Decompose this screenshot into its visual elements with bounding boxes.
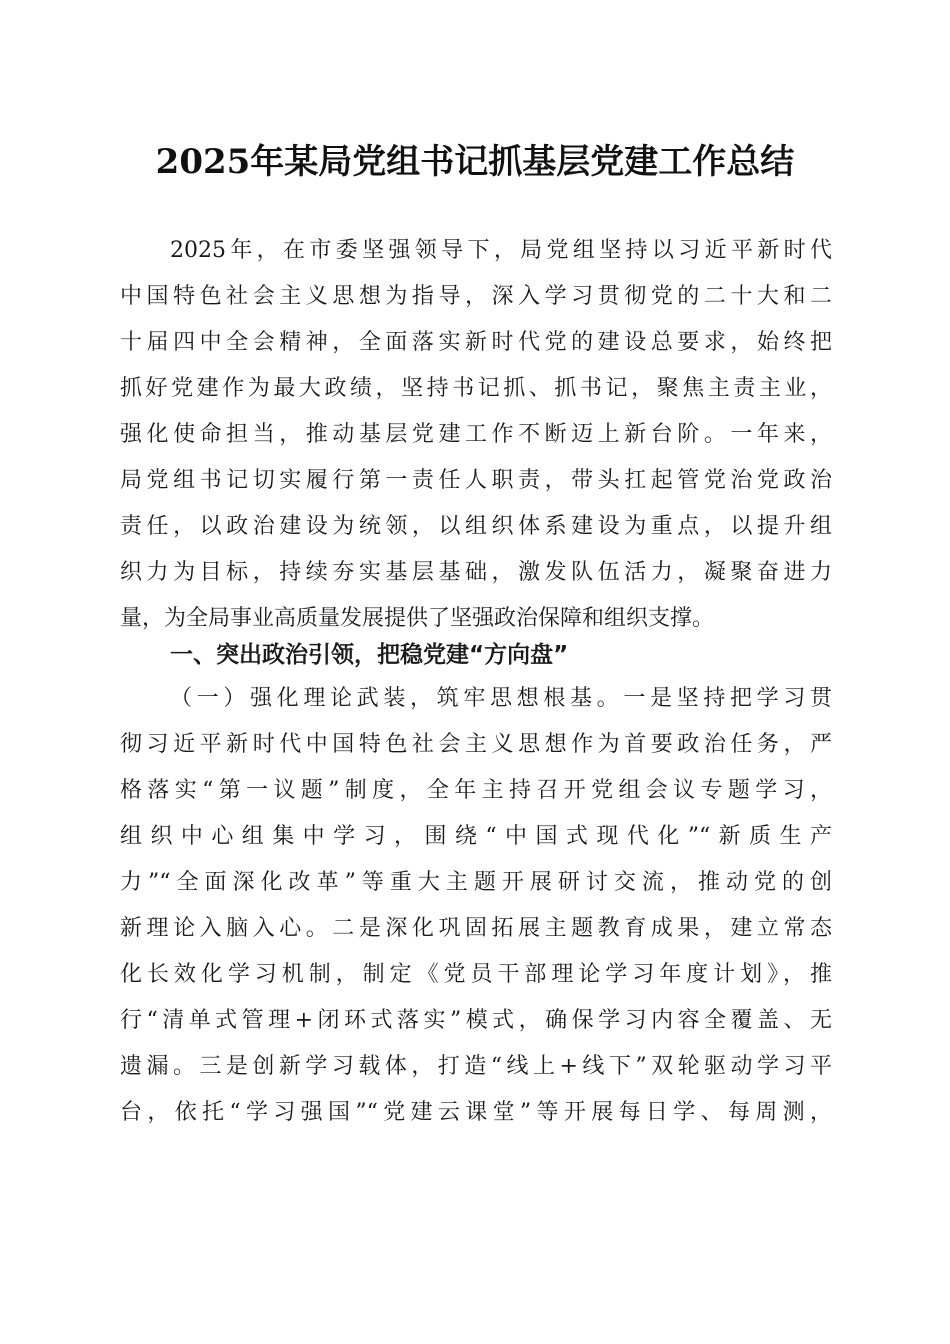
- paragraph-line: 织力为目标，持续夯实基层基础，激发队伍活力，凝聚奋进力: [120, 560, 832, 585]
- paragraph-line: 抓好党建作为最大政绩，坚持书记抓、抓书记，聚焦主责主业，: [120, 376, 832, 401]
- paragraph-line: 中国特色社会主义思想为指导，深入学习贯彻党的二十大和二: [120, 284, 832, 309]
- section-heading: 一、突出政治引领，把稳党建“方向盘”: [170, 642, 569, 668]
- paragraph-line: 彻习近平新时代中国特色社会主义思想作为首要政治任务，严: [120, 732, 832, 757]
- section-heading-block: [120, 632, 832, 678]
- paragraph-line: 台，依托“学习强国”“党建云课堂”等开展每日学、每周测，: [120, 1100, 832, 1125]
- paragraph-line: 行“清单式管理+闭环式落实”模式，确保学习内容全覆盖、无: [120, 1008, 832, 1033]
- paragraph-line: 遗漏。三是创新学习载体，打造“线上+线下”双轮驱动学习平: [120, 1054, 832, 1079]
- paragraph-line: 责任，以政治建设为统领，以组织体系建设为重点，以提升组: [120, 514, 832, 539]
- paragraph-line: 局党组书记切实履行第一责任人职责，带头扛起管党治党政治: [120, 468, 832, 493]
- paragraph-line: 量，为全局事业高质量发展提供了坚强政治保障和组织支撑。: [120, 606, 715, 631]
- paragraph-line: 化长效化学习机制，制定《党员干部理论学习年度计划》，推: [120, 962, 832, 987]
- document-title: 2025年某局党组书记抓基层党建工作总结: [155, 142, 795, 182]
- paragraph-line: 2025年，在市委坚强领导下，局党组坚持以习近平新时代: [170, 238, 832, 263]
- paragraph-line: 十届四中全会精神，全面落实新时代党的建设总要求，始终把: [120, 330, 832, 355]
- paragraph-line: 力”“全面深化改革”等重大主题开展研讨交流，推动党的创: [120, 870, 832, 895]
- intro-paragraph: [120, 228, 832, 642]
- subsection-paragraph: [120, 676, 832, 1136]
- paragraph-line: （一）强化理论武装，筑牢思想根基。一是坚持把学习贯: [170, 686, 832, 711]
- paragraph-line: 强化使命担当，推动基层党建工作不断迈上新台阶。一年来，: [120, 422, 832, 447]
- paragraph-line: 组织中心组集中学习，围绕“中国式现代化”“新质生产: [120, 824, 832, 849]
- paragraph-line: 格落实“第一议题”制度，全年主持召开党组会议专题学习，: [120, 778, 832, 803]
- paragraph-line: 新理论入脑入心。二是深化巩固拓展主题教育成果，建立常态: [120, 916, 832, 941]
